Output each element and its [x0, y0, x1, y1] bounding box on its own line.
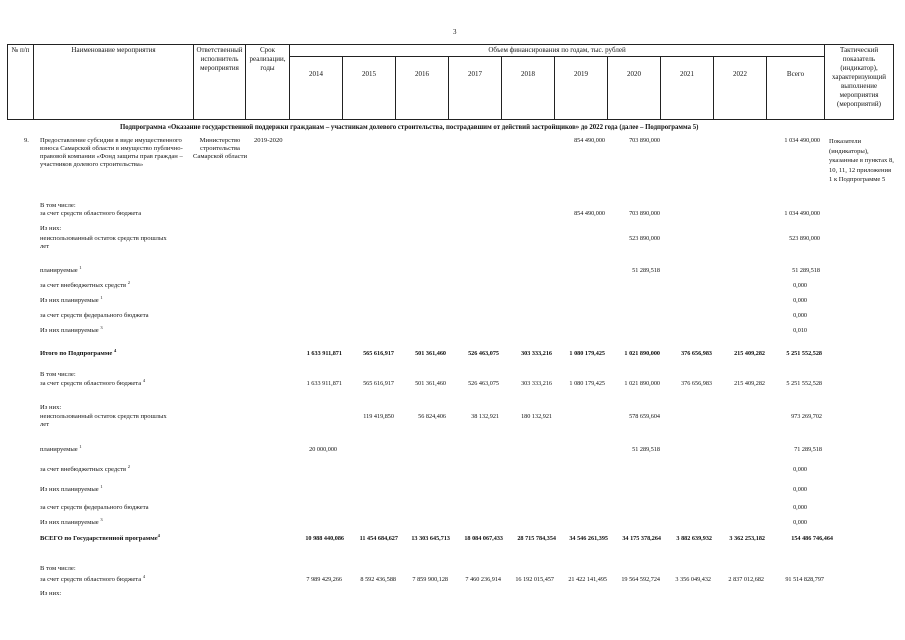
value: 71 289,518 — [794, 446, 822, 453]
value: 565 616,917 — [363, 380, 394, 387]
value: 7 460 236,914 — [465, 576, 501, 583]
label-of-which: Из них: — [40, 225, 62, 232]
grand-total-value: 28 715 784,354 — [517, 535, 556, 542]
value: 1 633 911,871 — [306, 380, 342, 387]
grand-total-value: 3 882 639,932 — [676, 535, 712, 542]
value: 38 132,921 — [471, 413, 499, 420]
value: 3 356 049,432 — [675, 576, 711, 583]
label-planned: планируемые $^1$ — [40, 444, 82, 453]
value: 523 890,000 — [629, 235, 660, 242]
value: 973 269,702 — [791, 413, 822, 420]
item-number: 9. — [24, 137, 29, 144]
value: 51 289,518 — [632, 446, 660, 453]
grand-total-value: 3 362 253,182 — [729, 535, 765, 542]
header-period: Срок реализации, годы — [246, 45, 290, 120]
value: 578 659,604 — [629, 413, 660, 420]
value: 7 859 900,128 — [412, 576, 448, 583]
label-including: В том числе: — [40, 202, 76, 209]
label-extrabudget: за счет внебюджетных средств $^2$ — [40, 280, 131, 289]
item-name: Предоставление субсидии в виде имущественного взноса Самарской области в имущество публично-правовой компании «Фонд защиты прав граждан – участников долевого строительства» — [40, 137, 183, 168]
label-of-which: Из них: — [40, 590, 62, 597]
label-planned-of: Из них планируемые $^1$ — [40, 484, 103, 493]
header-name: Наименование мероприятия — [34, 45, 194, 120]
value: 21 422 141,495 — [568, 576, 607, 583]
subtotal-value: 303 333,216 — [521, 350, 552, 357]
value: 8 592 436,588 — [360, 576, 396, 583]
value: 0,000 — [793, 297, 807, 304]
label-regional-budget: за счет средств областного бюджета $^4$ — [40, 574, 146, 583]
item-value-total: 1 034 490,000 — [784, 137, 820, 144]
value: 1 021 890,000 — [624, 380, 660, 387]
value: 2 837 012,682 — [728, 576, 764, 583]
header-year: 2015 — [343, 57, 396, 120]
grand-total-value: 34 175 378,264 — [622, 535, 661, 542]
subtotal-value: 376 656,983 — [681, 350, 712, 357]
subtotal-value: 1 080 179,425 — [569, 350, 605, 357]
value: 20 000,000 — [309, 446, 337, 453]
value: 0,000 — [793, 486, 807, 493]
value: 0,000 — [793, 519, 807, 526]
value: 0,000 — [793, 466, 807, 473]
value: 1 080 179,425 — [569, 380, 605, 387]
value: 303 333,216 — [521, 380, 552, 387]
value: 0,000 — [793, 504, 807, 511]
subtotal-value: 501 361,460 — [415, 350, 446, 357]
value: 215 409,282 — [734, 380, 765, 387]
grand-total-value: 10 988 440,086 — [305, 535, 344, 542]
value: 16 192 015,457 — [515, 576, 554, 583]
value: 703 890,000 — [629, 210, 660, 217]
value: 7 989 429,266 — [306, 576, 342, 583]
value: 526 463,075 — [468, 380, 499, 387]
label-planned-of: Из них планируемые $^3$ — [40, 325, 103, 334]
grand-total-value: 154 486 746,464 — [791, 535, 833, 542]
label-planned: планируемые $^1$ — [40, 265, 82, 274]
value: 51 289,518 — [632, 267, 660, 274]
header-year: 2018 — [502, 57, 555, 120]
header-indicator: Тактический показатель (индикатор), характеризующий выполнение мероприятия (мероприятий) — [825, 45, 894, 120]
value: 51 289,518 — [792, 267, 820, 274]
header-executor: Ответственный исполнитель мероприятия — [194, 45, 246, 120]
value: 523 890,000 — [789, 235, 820, 242]
label-including: В том числе: — [40, 565, 76, 572]
label-extrabudget: за счет внебюджетных средств $^2$ — [40, 464, 131, 473]
header-year: 2014 — [290, 57, 343, 120]
header-year: 2021 — [661, 57, 714, 120]
label-planned-of: Из них планируемые $^1$ — [40, 295, 103, 304]
grand-total-value: 18 084 067,433 — [464, 535, 503, 542]
label-unused-balance: неиспользованный остаток средств прошлых лет — [40, 235, 167, 250]
page-number: 3 — [453, 28, 457, 36]
label-federal-budget: за счет средств федерального бюджета — [40, 504, 149, 511]
value: 180 132,921 — [521, 413, 552, 420]
subtotal-value: 1 021 890,000 — [624, 350, 660, 357]
value: 5 251 552,528 — [786, 380, 822, 387]
value: 1 034 490,000 — [784, 210, 820, 217]
header-year: 2016 — [396, 57, 449, 120]
value: 0,010 — [793, 327, 807, 334]
grand-total-value: 13 303 645,713 — [411, 535, 450, 542]
value: 119 419,850 — [363, 413, 394, 420]
header-total: Всего — [767, 57, 825, 120]
value: 854 490,000 — [574, 210, 605, 217]
value: 0,000 — [793, 282, 807, 289]
value: 56 824,406 — [418, 413, 446, 420]
subtotal-value: 215 409,282 — [734, 350, 765, 357]
subtotal-value: 565 616,917 — [363, 350, 394, 357]
header-finance: Объем финансирования по годам, тыс. рублей — [290, 45, 825, 57]
label-of-which: Из них: — [40, 404, 62, 411]
value: 0,000 — [793, 312, 807, 319]
header-num: № п/п — [8, 45, 34, 120]
header-year: 2019 — [555, 57, 608, 120]
grand-total-value: 11 454 684,627 — [359, 535, 398, 542]
subtotal-value: 5 251 552,528 — [786, 350, 822, 357]
item-indicator: Показатели (индикаторы), указанные в пунктах 8, 10, 11, 12 приложения 1 к Подпрограмме 5 — [829, 138, 894, 183]
label-planned-of: Из них планируемые $^3$ — [40, 517, 103, 526]
label-unused-balance: неиспользованный остаток средств прошлых лет — [40, 413, 167, 428]
value: 376 656,983 — [681, 380, 712, 387]
subprogram-title: Подпрограмма «Оказание государственной поддержки гражданам – участникам долевого строительства, пострадавшим от действий застройщиков» до 2022 года (далее – Подпрограмма 5) — [120, 124, 699, 131]
grand-total-value: 34 546 261,395 — [569, 535, 608, 542]
subtotal-value: 1 633 911,871 — [306, 350, 342, 357]
label-regional-budget: за счет средств областного бюджета — [40, 210, 142, 217]
label-federal-budget: за счет средств федерального бюджета — [40, 312, 149, 319]
item-period: 2019-2020 — [254, 137, 283, 144]
value: 501 361,460 — [415, 380, 446, 387]
label-subtotal: Итого по Подпрограмме $^4$ — [40, 348, 117, 357]
header-year: 2022 — [714, 57, 767, 120]
header-table — [7, 44, 894, 120]
header-year: 2020 — [608, 57, 661, 120]
label-including: В том числе: — [40, 371, 76, 378]
header-year: 2017 — [449, 57, 502, 120]
value: 19 564 592,724 — [621, 576, 660, 583]
label-grand-total: ВСЕГО по Государственной программе$^4$ — [40, 533, 160, 542]
value: 91 514 828,797 — [785, 576, 824, 583]
item-executor: Министерство строительства Самарской области — [193, 137, 247, 160]
item-value-2020: 703 890,000 — [629, 137, 660, 144]
item-value-2019: 854 490,000 — [574, 137, 605, 144]
label-regional-budget: за счет средств областного бюджета $^4$ — [40, 378, 146, 387]
subtotal-value: 526 463,075 — [468, 350, 499, 357]
